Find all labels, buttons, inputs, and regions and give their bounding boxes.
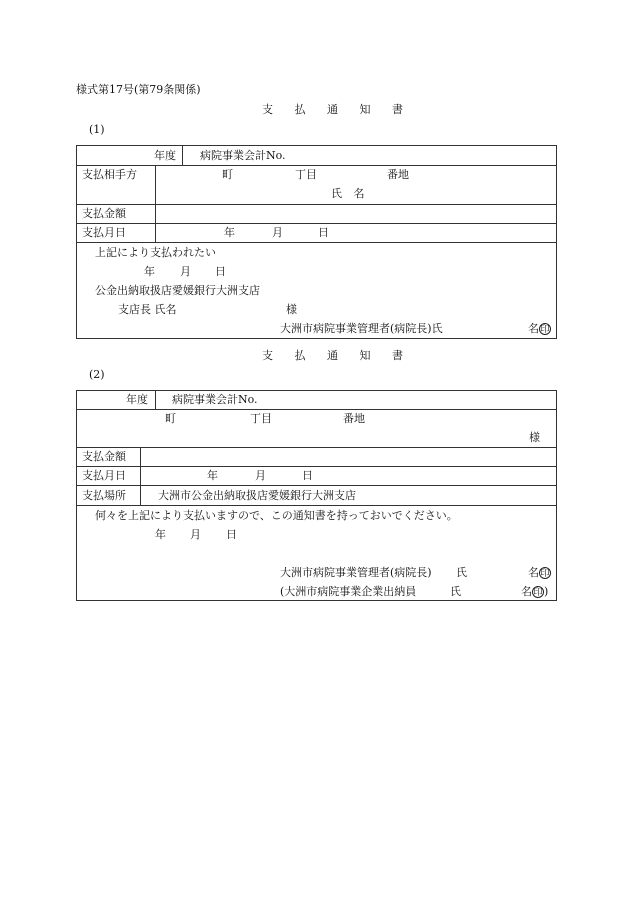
form2-number: (2)	[89, 368, 105, 381]
form2-cashier-shi: 氏	[450, 585, 461, 598]
form2-divider	[76, 505, 557, 506]
form2-instruction: 何々を上記により支払いますので、この通知書を持っておいでください。	[95, 509, 458, 522]
form1-date-month: 月	[272, 226, 283, 239]
form1-divider	[76, 223, 557, 224]
form1-divider	[155, 165, 156, 242]
form1-date-day: 日	[318, 226, 329, 239]
form2-date-label: 支払月日	[82, 469, 126, 482]
form2-place-label: 支払場所	[82, 489, 126, 502]
form1-divider	[76, 165, 557, 166]
form2-date-day: 日	[302, 469, 313, 482]
form1-body-day: 日	[215, 265, 226, 278]
form1-divider	[182, 145, 183, 165]
form2-body-year: 年	[155, 528, 166, 541]
form2-cashier: (大洲市病院事業企業出納員	[280, 585, 417, 598]
form2-manager: 大洲市病院事業管理者(病院長)	[280, 566, 432, 579]
form2-close-paren: )	[544, 585, 549, 598]
form2-divider	[76, 409, 557, 410]
form1-banchi: 番地	[387, 168, 409, 181]
form1-payee-label: 支払相手方	[82, 168, 137, 181]
seal-icon: 印	[540, 569, 550, 579]
form-number: 様式第17号(第79条関係)	[76, 83, 201, 96]
form2-amount-label: 支払金額	[82, 450, 126, 463]
form2-town: 町	[165, 412, 176, 425]
form1-bank: 公金出納取扱店愛媛銀行大洲支店	[95, 284, 260, 297]
form1-town: 町	[222, 168, 233, 181]
form1-divider	[76, 204, 557, 205]
form1-divider	[76, 242, 557, 243]
form1-body-month: 月	[180, 265, 191, 278]
form2-manager-seal-mark	[528, 566, 551, 579]
form1-title: 支 払 通 知 書	[262, 103, 412, 116]
form1-hospital-no: 病院事業会計No.	[200, 149, 286, 162]
form2-divider	[76, 447, 557, 448]
form2-date-year: 年	[207, 469, 218, 482]
form1-seal-mark	[528, 322, 551, 335]
form2-body-day: 日	[226, 528, 237, 541]
form1-name-label: 氏 名	[331, 187, 369, 200]
form2-place-value: 大洲市公金出納取扱店愛媛銀行大洲支店	[158, 489, 356, 502]
form1-amount-label: 支払金額	[82, 207, 126, 220]
form1-mei: 名	[528, 322, 539, 335]
seal-icon: 印	[540, 325, 550, 335]
form2-divider	[140, 447, 141, 505]
form1-chome: 丁目	[295, 168, 317, 181]
form2-manager-mei: 名	[528, 566, 539, 579]
form1-body-year: 年	[144, 265, 155, 278]
form1-date-year: 年	[224, 226, 235, 239]
form2-divider	[76, 485, 557, 486]
form2-year-label: 年度	[126, 393, 148, 406]
form1-branch-manager: 支店長 氏名	[118, 303, 177, 316]
form2-sama: 様	[529, 431, 540, 444]
form1-manager: 大洲市病院事業管理者(病院長)氏	[280, 322, 443, 335]
form2-manager-shi: 氏	[456, 566, 467, 579]
form1-date-label: 支払月日	[82, 226, 126, 239]
form2-cashier-seal-mark	[521, 585, 548, 598]
form2-date-month: 月	[255, 469, 266, 482]
form2-divider	[76, 466, 557, 467]
form2-divider	[155, 390, 156, 409]
form1-instruction: 上記により支払われたい	[95, 246, 216, 259]
form2-chome: 丁目	[250, 412, 272, 425]
form1-year-label: 年度	[154, 149, 176, 162]
form2-title: 支 払 通 知 書	[262, 349, 412, 362]
form2-body-month: 月	[190, 528, 201, 541]
form2-banchi: 番地	[343, 412, 365, 425]
form1-number: (1)	[89, 123, 105, 136]
form2-hospital-no: 病院事業会計No.	[172, 393, 258, 406]
form2-cashier-mei: 名	[521, 585, 532, 598]
seal-icon: 印	[533, 588, 543, 598]
form1-sama: 様	[286, 303, 297, 316]
